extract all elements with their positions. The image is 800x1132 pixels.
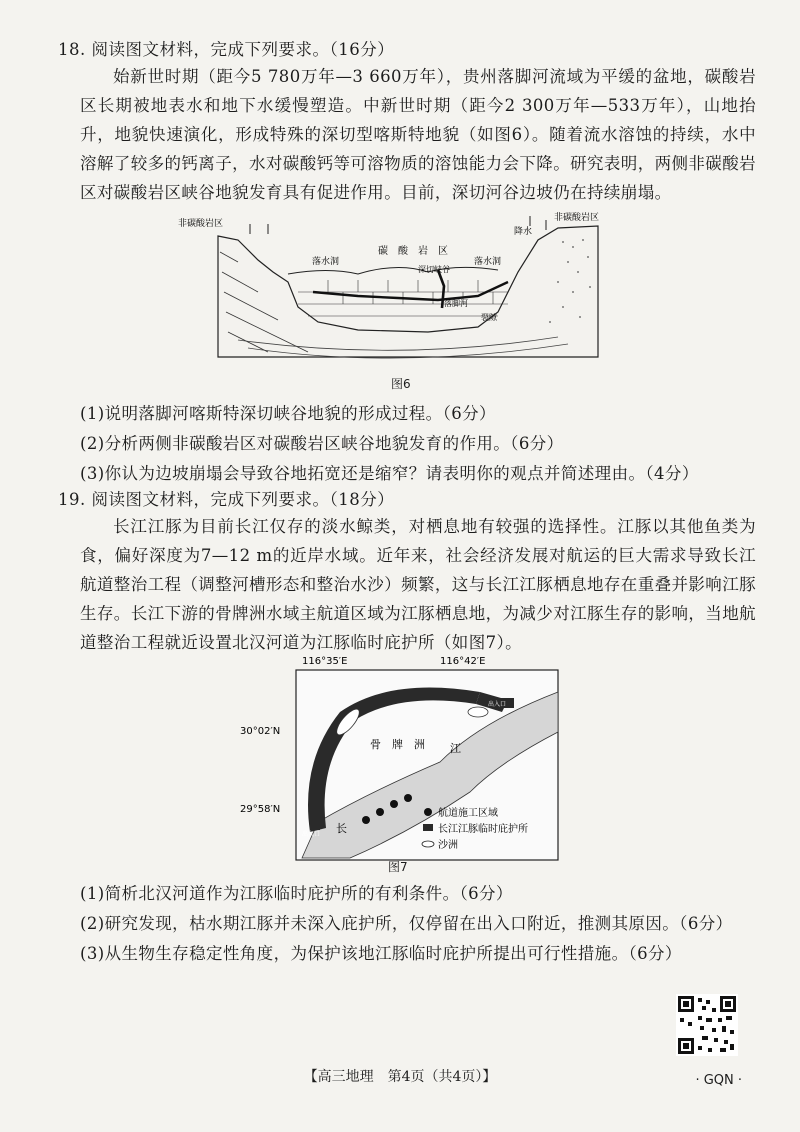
fig6-label-center: 碳 酸 岩 区: [378, 246, 448, 257]
figure-7-map: [240, 652, 580, 874]
page-footer: [0, 1066, 800, 1086]
fig7-caption: 图7: [388, 860, 408, 874]
footer-label: 【高三地理 第4页（共4页）】: [303, 1069, 497, 1085]
fig7-entrance-sw: 出入口: [302, 831, 321, 838]
q18-question-3: (3)你认为边坡崩塌会导致谷地拓宽还是缩窄？请表明你的观点并简述理由。（4分）: [80, 464, 699, 483]
fig7-river-char-2: 长: [336, 822, 347, 835]
fig6-label-rain: 降水: [514, 227, 533, 237]
q18-material: 始新世时期（距今5 780万年—3 660万年），贵州落脚河流域为平缓的盆地，碳酸岩区长期被地表水和地下水缓慢塑造。中新世时期（距今2 300万年—533万年），山地抬升，地貌快速演化，形成特殊的深切型喀斯特地貌（如图6）。随着流水溶蚀的持续，水中溶解了较多的钙离子，水对碳酸钙等可溶物质的溶蚀能力会下降。研究表明，两侧非碳酸岩区对碳酸岩区峡谷地貌发育具有促进作用。目前，深切河谷边坡仍在持续崩塌。: [80, 67, 756, 202]
legend-sanctuary: 长江江豚临时庇护所: [438, 824, 528, 835]
q19-question-1: (1)简析北汉河道作为江豚临时庇护所的有利条件。（6分）: [80, 884, 513, 903]
legend-sandbar: 沙洲: [438, 840, 458, 851]
fig6-label-sinkhole: 落水洞: [312, 257, 340, 267]
fig7-entrance-ne: 出入口: [488, 701, 507, 708]
fig6-label-gorge: 深切峡谷: [418, 265, 450, 274]
fig7-lat1: 30°02′N: [240, 726, 281, 737]
fig6-label-river: 落脚河: [444, 299, 468, 308]
q19-question-3: (3)从生物生存稳定性角度，为保护该地江豚临时庇护所提出可行性措施。（6分）: [80, 944, 682, 963]
q19-question-2: (2)研究发现，枯水期江豚并未深入庇护所，仅停留在出入口附近，推测其原因。（6分）: [80, 914, 733, 933]
legend-construction-icon: [424, 808, 432, 816]
legend-sanctuary-icon: [423, 824, 433, 831]
fig7-island-label: 骨 牌 洲: [370, 738, 425, 751]
q19-title: 19. 阅读图文材料，完成下列要求。（18分）: [58, 490, 395, 509]
footer-code: · GQN ·: [695, 1073, 742, 1088]
q18-title: 18. 阅读图文材料，完成下列要求。（16分）: [58, 40, 395, 59]
qr-code: [676, 994, 738, 1056]
fig6-label-sinkhole2: 落水洞: [474, 257, 502, 267]
fig6-label-fault: 裂隙: [481, 313, 497, 322]
q18-question-2: (2)分析两侧非碳酸岩区对碳酸岩区峡谷地貌发育的作用。（6分）: [80, 434, 564, 453]
fig7-lon1: 116°35′E: [302, 656, 348, 667]
legend-sandbar-icon: [422, 841, 434, 847]
q19-material: 长江江豚为目前长江仅存的淡水鲸类，对栖息地有较强的选择性。江豚以其他鱼类为食，偏好深度为7—12 m的近岸水域。近年来，社会经济发展对航运的巨大需求导致长江航道整治工程（调整河槽形态和整治水沙）频繁，这与长江江豚栖息地存在重叠并影响江豚生存。长江下游的骨牌洲水域主航道区域为江豚栖息地，为减少对江豚生存的影响，当地航道整治工程就近设置北汉河道为江豚临时庇护所（如图7）。: [80, 517, 756, 652]
fig6-caption: 图6: [391, 377, 411, 391]
fig6-label-right: 非碳酸岩区: [554, 213, 600, 223]
figure-6-karst-profile: [178, 212, 618, 372]
fig7-lon2: 116°42′E: [440, 656, 486, 667]
q18-question-1: (1)说明落脚河喀斯特深切峡谷地貌的形成过程。（6分）: [80, 404, 496, 423]
fig7-river-char-1: 江: [450, 742, 461, 755]
legend-construction: 航道施工区域: [438, 808, 498, 819]
fig6-label-left: 非碳酸岩区: [178, 219, 224, 229]
fig7-lat2: 29°58′N: [240, 804, 281, 815]
